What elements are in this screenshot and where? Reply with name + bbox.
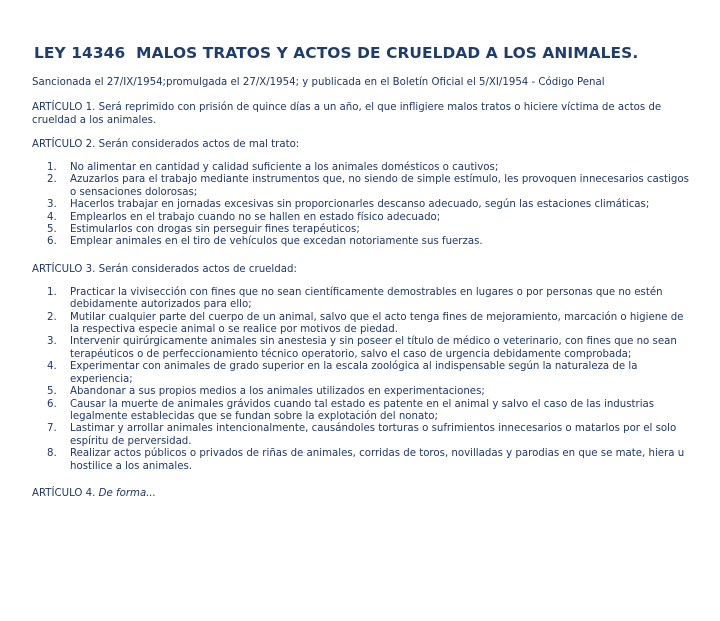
list-item-number: 1. (47, 286, 57, 298)
list-item (32, 224, 692, 236)
list-item (32, 174, 692, 199)
list-item-number: 8. (47, 448, 57, 460)
list-item-text: No alimentar en cantidad y calidad suficiente a los animales domésticos o cautivos; (70, 162, 499, 173)
list-item-text: Lastimar y arrollar animales intencionalmente, causándoles torturas o sufrimientos innecesarios o matarlos por el solo espíritu de perversidad. (70, 423, 677, 447)
list-item-text: Hacerlos trabajar en jornadas excesivas sin proporcionarles descanso adecuado, según las estaciones climáticas; (70, 199, 650, 211)
document-body (32, 44, 692, 511)
list-item-text: Causar la muerte de animales grávidos cuando tal estado es patente en el animal y salvo el caso de las industrias legalmente establecidas que se fundan sobre la explotación del nonato; (70, 398, 655, 422)
list-item-number: 4. (47, 361, 57, 373)
article-3-intro: ARTÍCULO 3. Serán considerados actos de crueldad: (32, 263, 297, 275)
list-item (32, 199, 692, 211)
list-item-number: 2. (47, 311, 57, 323)
list-item-text: Experimentar con animales de grado superior en la escala zoológica al indispensable según la naturaleza de la experiencia; (70, 361, 638, 385)
list-item-number: 4. (47, 211, 57, 223)
list-item (32, 386, 692, 398)
list-item (32, 448, 692, 473)
list-item (32, 312, 692, 337)
list-item (32, 361, 692, 386)
list-item (32, 212, 692, 224)
list-item (32, 287, 692, 312)
list-item (32, 236, 692, 248)
law-metadata: Sancionada el 27/IX/1954;promulgada el 27/X/1954; y publicada en el Boletín Oficial el 5/XI/1954 - Código Penal (32, 77, 605, 88)
list-item-number: 1. (47, 162, 57, 173)
list-item (32, 423, 692, 448)
article-2-intro: ARTÍCULO 2. Serán considerados actos de mal trato: (32, 139, 300, 150)
list-item-text: Estimularlos con drogas sin perseguir fines terapéuticos; (70, 224, 360, 236)
list-item-text: Abandonar a sus propios medios a los animales utilizados en experimentaciones; (70, 386, 485, 398)
list-item-text: Emplear animales en el tiro de vehículos que excedan notoriamente sus fuerzas. (70, 236, 483, 248)
list-item (32, 336, 692, 361)
list-item-number: 2. (47, 174, 57, 186)
list-item-number: 7. (47, 423, 57, 435)
list-item-number: 5. (47, 386, 57, 398)
list-item-text: Realizar actos públicos o privados de riñas de animales, corridas de toros, novilladas y parodias en que se mate, hiera u hostilice a los animales. (70, 448, 685, 472)
list-item-number: 5. (47, 224, 57, 236)
article-4 (32, 487, 692, 500)
article-2-list (32, 162, 692, 249)
list-item (32, 162, 692, 174)
list-item (32, 399, 692, 424)
list-item-number: 3. (47, 336, 57, 348)
article-4-label: ARTÍCULO 4. (32, 487, 96, 499)
list-item-text: Intervenir quirúrgicamente animales sin anestesia y sin poseer el título de médico o veterinario, con fines que no sean terapéuticos o de perfeccionamiento técnico operatorio, salvo el caso de urgencia debidamente comprobada; (70, 336, 677, 360)
list-item-number: 6. (47, 398, 57, 410)
list-item-text: Azuzarlos para el trabajo mediante instrumentos que, no siendo de simple estímulo, les provoquen innecesarios castigos o sensaciones dolorosas; (70, 174, 689, 198)
page-title: LEY 14346 MALOS TRATOS Y ACTOS DE CRUELDAD A LOS ANIMALES. (34, 44, 639, 62)
list-item-text: Mutilar cualquier parte del cuerpo de un animal, salvo que el acto tenga fines de mejoramiento, marcación o higiene de la respectiva especie animal o se realice por motivos de piedad. (70, 311, 684, 336)
list-item-text: Practicar la vivisección con fines que no sean científicamente demostrables en lugares o por personas que no estén debidamente autorizados para ello; (70, 286, 663, 311)
article-1: ARTÍCULO 1. Será reprimido con prisión de quince días a un año, el que infligiere malos tratos o hiciere víctima de actos de crueldad a los animales. (32, 102, 662, 126)
list-item-number: 3. (47, 199, 57, 211)
article-3-list (32, 287, 692, 473)
list-item-text: Emplearlos en el trabajo cuando no se hallen en estado físico adecuado; (70, 211, 441, 223)
article-4-text: De forma... (98, 487, 156, 499)
list-item-number: 6. (47, 236, 57, 248)
